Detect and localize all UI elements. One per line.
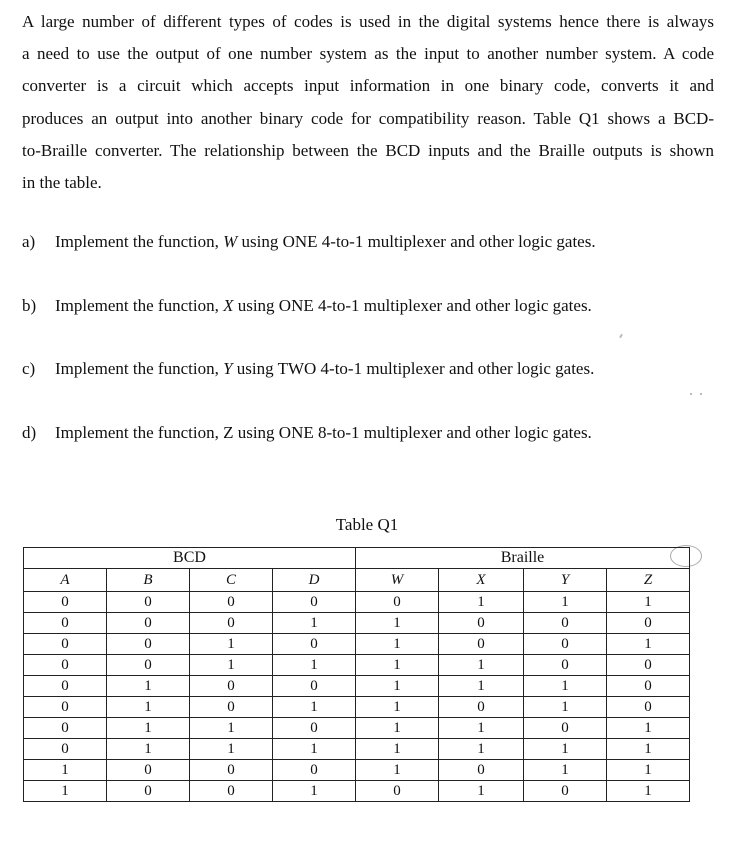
table-cell-w: 1: [356, 655, 439, 676]
table-cell-c: 0: [190, 697, 273, 718]
table-cell-z: 0: [607, 676, 690, 697]
table-cell-w: 1: [356, 613, 439, 634]
stray-mark: [700, 393, 702, 395]
table-cell-x: 0: [439, 613, 524, 634]
table-cell-x: 0: [439, 760, 524, 781]
table-row: [24, 634, 690, 655]
table-cell-c: 1: [190, 634, 273, 655]
group-header-braille: Braille: [356, 548, 690, 569]
intro-line: to-Braille converter. The relationship between the BCD inputs and the Braille outputs is shown: [22, 140, 714, 160]
table-cell-y: 0: [524, 634, 607, 655]
table-cell-y: 1: [524, 676, 607, 697]
table-cell-b: 0: [107, 592, 190, 613]
question-label: b): [22, 296, 37, 315]
table-cell-z: 1: [607, 592, 690, 613]
table-cell-b: 0: [107, 613, 190, 634]
question-text-post: using ONE 8-to-1 multiplexer and other logic gates.: [233, 423, 592, 442]
table-cell-c: 1: [190, 655, 273, 676]
question-variable: W: [223, 232, 238, 251]
table-cell-y: 1: [524, 592, 607, 613]
table-cell-c: 1: [190, 739, 273, 760]
question-variable: X: [223, 296, 234, 315]
table-cell-y: 0: [524, 781, 607, 802]
question-text-pre: Implement the function,: [55, 232, 224, 251]
table-cell-z: 1: [607, 760, 690, 781]
question-b: [22, 296, 592, 316]
table-row: [24, 718, 690, 739]
question-label: c): [22, 359, 36, 378]
table-cell-w: 0: [356, 592, 439, 613]
question-d: [22, 423, 592, 443]
table-row: [24, 676, 690, 697]
table-cell-b: 1: [107, 718, 190, 739]
table-cell-w: 1: [356, 760, 439, 781]
table-cell-a: 1: [24, 781, 107, 802]
table-row: [24, 739, 690, 760]
stray-mark: [690, 393, 692, 395]
table-cell-y: 0: [524, 613, 607, 634]
table-cell-b: 1: [107, 697, 190, 718]
table-cell-w: 1: [356, 634, 439, 655]
table-cell-x: 0: [439, 634, 524, 655]
column-header-b: B: [107, 569, 190, 592]
column-header-d: D: [273, 569, 356, 592]
question-text-pre: Implement the function,: [55, 423, 224, 442]
question-a: [22, 232, 596, 252]
intro-line: converter is a circuit which accepts input information in one binary code, converts it and: [22, 76, 714, 96]
column-header-z: Z: [607, 569, 690, 592]
question-text-pre: Implement the function,: [55, 296, 224, 315]
table-cell-z: 0: [607, 655, 690, 676]
table-cell-w: 1: [356, 676, 439, 697]
table-row: [24, 781, 690, 802]
table-cell-d: 1: [273, 781, 356, 802]
table-cell-d: 1: [273, 613, 356, 634]
table-cell-a: 0: [24, 655, 107, 676]
table-row: [24, 592, 690, 613]
table-cell-x: 0: [439, 697, 524, 718]
question-variable: Z: [223, 423, 234, 442]
question-variable: Y: [223, 359, 233, 378]
question-text-pre: Implement the function,: [55, 359, 224, 378]
table-cell-y: 1: [524, 739, 607, 760]
table-cell-z: 1: [607, 634, 690, 655]
column-header-y: Y: [524, 569, 607, 592]
table-cell-b: 0: [107, 760, 190, 781]
table-cell-z: 1: [607, 718, 690, 739]
table-cell-w: 1: [356, 718, 439, 739]
intro-line: A large number of different types of codes is used in the digital systems hence there is always: [22, 12, 714, 31]
table-cell-a: 0: [24, 697, 107, 718]
table-cell-c: 0: [190, 613, 273, 634]
table-cell-x: 1: [439, 655, 524, 676]
question-text-post: using ONE 4-to-1 multiplexer and other logic gates.: [233, 296, 592, 315]
table-cell-d: 0: [273, 760, 356, 781]
table-cell-x: 1: [439, 676, 524, 697]
table-row: [24, 613, 690, 634]
table-cell-a: 0: [24, 718, 107, 739]
table-cell-b: 1: [107, 676, 190, 697]
table-cell-x: 1: [439, 781, 524, 802]
table-cell-d: 1: [273, 655, 356, 676]
column-header-x: X: [439, 569, 524, 592]
column-header-a: A: [24, 569, 107, 592]
table-row: [24, 697, 690, 718]
table-cell-b: 0: [107, 781, 190, 802]
table-caption: Table Q1: [335, 515, 399, 534]
table-cell-d: 0: [273, 676, 356, 697]
table-cell-c: 0: [190, 676, 273, 697]
intro-line: in the table.: [22, 173, 102, 193]
table-cell-a: 0: [24, 613, 107, 634]
table-cell-z: 0: [607, 613, 690, 634]
table-cell-y: 1: [524, 760, 607, 781]
table-cell-a: 1: [24, 760, 107, 781]
table-cell-w: 0: [356, 781, 439, 802]
truth-table: [23, 547, 690, 802]
intro-line: a need to use the output of one number system as the input to another number system. A code: [22, 44, 714, 64]
table-cell-z: 1: [607, 739, 690, 760]
table-cell-z: 1: [607, 781, 690, 802]
column-header-w: W: [356, 569, 439, 592]
table-row: [24, 655, 690, 676]
table-cell-c: 0: [190, 781, 273, 802]
table-cell-a: 0: [24, 592, 107, 613]
table-cell-y: 1: [524, 697, 607, 718]
table-cell-z: 0: [607, 697, 690, 718]
table-cell-a: 0: [24, 676, 107, 697]
table-cell-d: 1: [273, 697, 356, 718]
truth-table-body: [24, 592, 690, 802]
table-cell-d: 0: [273, 718, 356, 739]
intro-paragraph: [22, 6, 714, 199]
question-label: a): [22, 232, 36, 251]
table-cell-y: 0: [524, 655, 607, 676]
table-cell-w: 1: [356, 697, 439, 718]
question-label: d): [22, 423, 37, 442]
intro-line: produces an output into another binary code for compatibility reason. Table Q1 shows a BCD-: [22, 108, 714, 128]
table-cell-x: 1: [439, 592, 524, 613]
table-cell-c: 0: [190, 592, 273, 613]
group-header-bcd: BCD: [24, 548, 356, 569]
table-cell-a: 0: [24, 739, 107, 760]
table-cell-d: 0: [273, 592, 356, 613]
table-cell-y: 0: [524, 718, 607, 739]
question-text-post: using TWO 4-to-1 multiplexer and other logic gates.: [232, 359, 595, 378]
table-cell-x: 1: [439, 718, 524, 739]
question-text-post: using ONE 4-to-1 multiplexer and other logic gates.: [237, 232, 596, 251]
table-cell-b: 0: [107, 655, 190, 676]
table-cell-w: 1: [356, 739, 439, 760]
table-cell-c: 1: [190, 718, 273, 739]
table-cell-d: 1: [273, 739, 356, 760]
column-header-c: C: [190, 569, 273, 592]
table-cell-c: 0: [190, 760, 273, 781]
table-cell-b: 0: [107, 634, 190, 655]
table-row: [24, 760, 690, 781]
table-cell-x: 1: [439, 739, 524, 760]
table-cell-a: 0: [24, 634, 107, 655]
question-c: [22, 359, 594, 379]
stray-mark: [619, 334, 623, 338]
table-cell-d: 0: [273, 634, 356, 655]
table-cell-b: 1: [107, 739, 190, 760]
